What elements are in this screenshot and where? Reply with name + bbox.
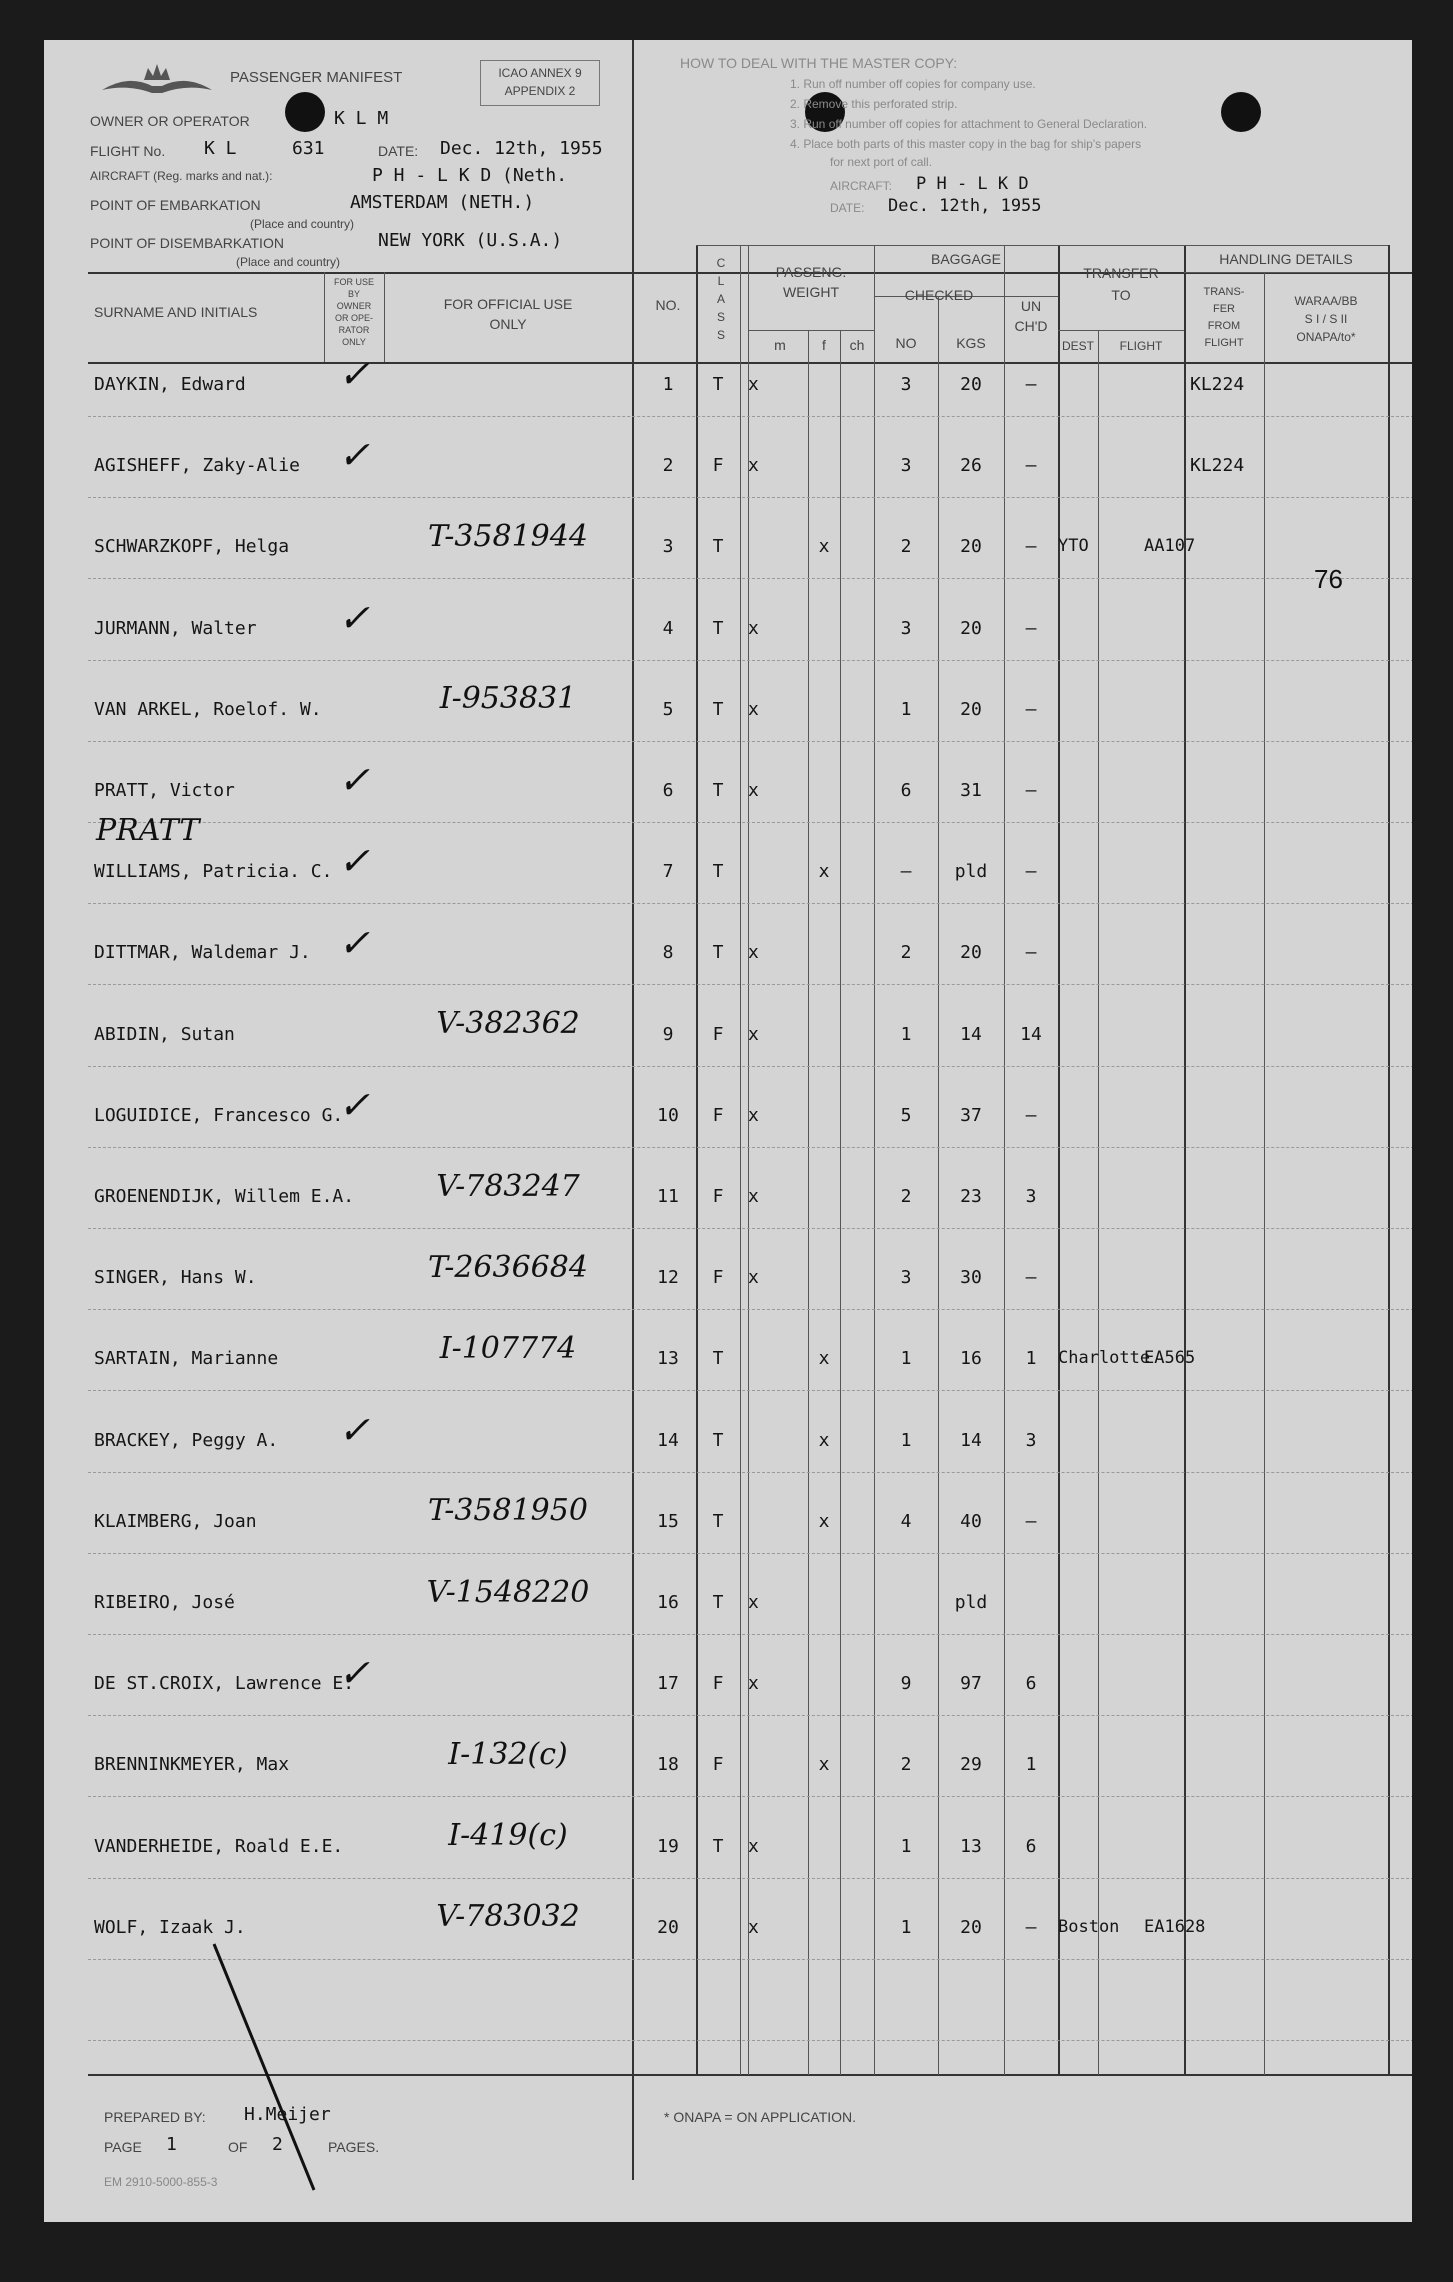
- checked-bags-cell: 1: [900, 698, 912, 720]
- passenger-name: DE ST.CROIX, Lawrence E.: [94, 1673, 355, 1695]
- checked-kgs-cell: 20: [960, 374, 982, 395]
- row-rule: [88, 1309, 1412, 1310]
- master-date-value: Dec. 12th, 1955: [888, 196, 1042, 216]
- transfer-flight-cell: EA1628: [1144, 1916, 1206, 1937]
- column-divider: [1388, 245, 1390, 2075]
- of-label: OF: [228, 2139, 248, 2155]
- checked-bags-cell: 1: [900, 1835, 912, 1857]
- row-rule: [88, 1472, 1412, 1473]
- checked-bags-cell: 5: [900, 1104, 912, 1126]
- row-number: 14: [657, 1429, 679, 1451]
- weight-male-header: m: [774, 337, 786, 353]
- class-cell: T: [712, 617, 724, 639]
- row-rule: [88, 660, 1412, 661]
- page-value: 1: [166, 2134, 177, 2155]
- class-cell: F: [712, 1267, 724, 1289]
- unchecked-cell: –: [1025, 536, 1037, 558]
- pen-stroke: [204, 1940, 324, 2200]
- master-copy-instruction: for next port of call.: [830, 155, 933, 169]
- checked-kgs-cell: 16: [960, 1348, 982, 1370]
- row-number: 15: [657, 1510, 679, 1532]
- tick-mark: ✓: [338, 1651, 370, 1696]
- weight-female-cell: x: [818, 1510, 830, 1532]
- weight-male-cell: x: [748, 1267, 759, 1289]
- unchecked-cell: –: [1025, 617, 1037, 639]
- checked-kgs-cell: 37: [960, 1104, 982, 1126]
- place-country-note: (Place and country): [236, 255, 341, 269]
- checked-bags-cell: 3: [900, 1267, 912, 1289]
- transfer-from-header: TRANS- FER FROM FLIGHT: [1203, 286, 1245, 349]
- weight-male-cell: x: [748, 942, 759, 964]
- unchecked-cell: –: [1025, 861, 1037, 883]
- tick-mark: ✓: [338, 1407, 370, 1452]
- row-number: 20: [657, 1916, 679, 1938]
- row-number: 2: [662, 455, 674, 477]
- checked-bags-cell: 2: [900, 536, 912, 558]
- class-cell: F: [712, 1673, 724, 1695]
- passenger-name: DAYKIN, Edward: [94, 374, 246, 395]
- table-header-rule: [88, 362, 1412, 364]
- checked-bags-cell: 3: [900, 374, 912, 395]
- weight-male-cell: x: [748, 698, 759, 720]
- row-rule: [88, 822, 1412, 823]
- checked-bags-cell: –: [900, 861, 912, 883]
- checked-bags-cell: 1: [900, 1429, 912, 1451]
- column-divider: [1264, 272, 1265, 2075]
- weight-female-header: f: [822, 337, 826, 353]
- row-number: 12: [657, 1267, 679, 1289]
- flight-number-value: 631: [292, 138, 325, 159]
- checked-kgs-cell: 30: [960, 1267, 982, 1289]
- passenger-name: JURMANN, Walter: [94, 617, 257, 639]
- passenger-name: WILLIAMS, Patricia. C.: [94, 861, 333, 883]
- unchecked-header: UN CH'D: [1014, 298, 1048, 334]
- official-use-entry: V-382362: [436, 1006, 580, 1042]
- official-use-entry: V-783032: [436, 1899, 580, 1935]
- class-cell: T: [712, 1510, 724, 1532]
- embarkation-value: AMSTERDAM (NETH.): [350, 192, 535, 213]
- unchecked-cell: –: [1025, 698, 1037, 720]
- baggage-header: BAGGAGE: [930, 251, 1002, 267]
- weight-male-cell: x: [748, 1023, 759, 1045]
- row-rule: [88, 1066, 1412, 1067]
- checked-bags-cell: 2: [900, 942, 912, 964]
- class-cell: F: [712, 1104, 724, 1126]
- column-divider: [1004, 245, 1005, 2075]
- class-cell: F: [712, 455, 724, 477]
- tick-mark: ✓: [338, 920, 370, 965]
- waraa-header: WARAA/BB S I / S II ONAPA/to*: [1294, 294, 1358, 344]
- unchecked-cell: 3: [1025, 1186, 1037, 1207]
- passenger-name: PRATT, Victor: [94, 780, 235, 801]
- column-divider: [874, 245, 875, 2075]
- checked-bags-cell: 2: [900, 1754, 912, 1776]
- row-number: 9: [662, 1023, 674, 1045]
- date-label: DATE:: [378, 143, 419, 159]
- unchecked-cell: 6: [1025, 1835, 1037, 1857]
- row-number: 17: [657, 1673, 679, 1695]
- manifest-sheet: [44, 40, 1412, 2222]
- weight-female-cell: x: [818, 1754, 830, 1776]
- official-use-entry: V-783247: [436, 1168, 580, 1204]
- handling-details-header: HANDLING DETAILS: [1219, 251, 1353, 267]
- owner-label: OWNER OR OPERATOR: [90, 113, 250, 129]
- class-cell: T: [712, 1429, 724, 1451]
- row-rule: [88, 903, 1412, 904]
- transfer-dest-header: DEST: [1061, 339, 1094, 353]
- column-divider: [840, 330, 841, 2075]
- tick-mark: ✓: [338, 352, 370, 397]
- class-cell: T: [712, 1348, 724, 1370]
- form-code: EM 2910-5000-855-3: [104, 2175, 218, 2189]
- unchecked-cell: –: [1025, 942, 1037, 964]
- master-copy-instruction: 3. Run off number off copies for attachment to General Declaration.: [790, 117, 1148, 131]
- checked-kgs-cell: pld: [954, 861, 988, 883]
- passenger-name: VAN ARKEL, Roelof. W.: [94, 698, 322, 720]
- icao-reference-box: ICAO ANNEX 9 APPENDIX 2: [480, 60, 600, 106]
- checked-kgs-cell: 23: [960, 1186, 982, 1207]
- weight-male-cell: x: [748, 780, 759, 801]
- checked-kgs-cell: 40: [960, 1510, 982, 1532]
- official-use-header: FOR OFFICIAL USE ONLY: [443, 296, 573, 332]
- row-number: 8: [662, 942, 674, 964]
- master-date-label: DATE:: [830, 201, 865, 215]
- checked-kgs-cell: 20: [960, 617, 982, 639]
- handwritten-correction: PRATT: [96, 813, 200, 848]
- row-rule: [88, 1634, 1412, 1635]
- column-divider: [696, 245, 698, 2075]
- class-cell: T: [712, 698, 724, 720]
- of-value: 2: [272, 2134, 283, 2155]
- disembarkation-label: POINT OF DISEMBARKATION: [90, 235, 284, 251]
- aircraft-value: P H - L K D (Neth.: [372, 165, 568, 186]
- master-copy-instruction: 1. Run off number off copies for company use.: [790, 77, 1036, 91]
- class-cell: T: [712, 1835, 724, 1857]
- row-rule: [88, 984, 1412, 985]
- checked-header: CHECKED: [904, 287, 974, 303]
- checked-no-header: NO: [895, 335, 917, 351]
- row-rule: [88, 741, 1412, 742]
- weight-male-cell: x: [748, 455, 759, 477]
- checked-kgs-cell: 26: [960, 455, 982, 477]
- row-number: 10: [657, 1104, 679, 1126]
- unchecked-cell: –: [1025, 1104, 1037, 1126]
- place-country-note: (Place and country): [250, 217, 355, 231]
- aircraft-label: AIRCRAFT (Reg. marks and nat.):: [90, 169, 273, 183]
- unchecked-cell: –: [1025, 374, 1037, 395]
- owner-value: K L M: [334, 108, 389, 129]
- tick-mark: ✓: [338, 839, 370, 884]
- checked-bags-cell: 3: [900, 455, 912, 477]
- prepared-by-value: H.Meijer: [244, 2104, 331, 2125]
- row-number: 16: [657, 1592, 679, 1613]
- form-title: PASSENGER MANIFEST: [230, 69, 403, 86]
- row-number: 11: [657, 1186, 679, 1207]
- class-cell: F: [712, 1754, 724, 1776]
- no-header: NO.: [655, 297, 681, 313]
- unchecked-cell: –: [1025, 455, 1037, 477]
- weight-male-cell: x: [748, 1592, 759, 1613]
- page-number: 76: [1314, 564, 1343, 594]
- checked-bags-cell: 1: [900, 1023, 912, 1045]
- punch-hole: [1221, 92, 1261, 132]
- header-rule: [696, 245, 1388, 246]
- master-aircraft-label: AIRCRAFT:: [830, 179, 893, 193]
- checked-kgs-cell: 13: [960, 1835, 982, 1857]
- perforation-line: [632, 40, 634, 2180]
- column-divider: [938, 296, 939, 2075]
- transfer-flight-cell: EA565: [1144, 1348, 1196, 1369]
- date-value: Dec. 12th, 1955: [440, 138, 603, 159]
- checked-bags-cell: 2: [900, 1186, 912, 1207]
- passenger-name: BRENNINKMEYER, Max: [94, 1754, 290, 1776]
- checked-kgs-cell: pld: [954, 1592, 988, 1613]
- official-use-entry: T-3581944: [428, 518, 588, 554]
- row-number: 19: [657, 1835, 679, 1857]
- row-rule: [88, 1553, 1412, 1554]
- class-cell: F: [712, 1186, 724, 1207]
- embarkation-label: POINT OF EMBARKATION: [90, 197, 261, 213]
- official-use-entry: T-3581950: [428, 1493, 588, 1529]
- passenger-name: VANDERHEIDE, Roald E.E.: [94, 1835, 344, 1857]
- column-divider: [808, 330, 809, 2075]
- passenger-name: RIBEIRO, José: [94, 1592, 235, 1613]
- unchecked-cell: 3: [1025, 1429, 1037, 1451]
- tick-mark: ✓: [338, 1082, 370, 1127]
- transfer-dest-cell: Boston: [1058, 1916, 1120, 1937]
- unchecked-cell: –: [1025, 780, 1037, 801]
- passenger-name: SARTAIN, Marianne: [94, 1348, 279, 1370]
- row-number: 5: [662, 698, 674, 720]
- checked-kgs-cell: 20: [960, 698, 982, 720]
- weight-male-cell: x: [748, 617, 759, 639]
- checked-bags-cell: 1: [900, 1348, 912, 1370]
- weight-male-cell: x: [748, 1916, 759, 1938]
- official-use-entry: T-2636684: [428, 1249, 588, 1285]
- unchecked-cell: –: [1025, 1510, 1037, 1532]
- weight-male-cell: x: [748, 1835, 759, 1857]
- passenger-name: BRACKEY, Peggy A.: [94, 1429, 279, 1451]
- weight-male-cell: x: [748, 1186, 759, 1207]
- checked-bags-cell: 9: [900, 1673, 912, 1695]
- master-copy-instruction: 2. Remove this perforated strip.: [790, 97, 958, 111]
- checked-bags-cell: 6: [900, 780, 912, 801]
- unchecked-cell: –: [1025, 1267, 1037, 1289]
- pages-label: PAGES.: [328, 2139, 380, 2155]
- transfer-from-cell: KL224: [1190, 455, 1245, 477]
- official-use-entry: I-953831: [439, 681, 577, 717]
- header-rule: [1058, 330, 1184, 331]
- onapa-note: * ONAPA = ON APPLICATION.: [664, 2109, 857, 2125]
- checked-kgs-cell: 20: [960, 1916, 982, 1938]
- passenger-name: ABIDIN, Sutan: [94, 1023, 235, 1045]
- punch-hole: [285, 92, 325, 132]
- row-number: 3: [662, 536, 674, 558]
- passenger-name: GROENENDIJK, Willem E.A.: [94, 1186, 355, 1207]
- row-rule: [88, 497, 1412, 498]
- row-rule: [88, 416, 1412, 417]
- checked-kgs-cell: 14: [960, 1023, 982, 1045]
- disembarkation-value: NEW YORK (U.S.A.): [378, 230, 563, 251]
- header-rule: [1184, 272, 1388, 273]
- checked-kgs-cell: 97: [960, 1673, 982, 1695]
- unchecked-cell: 1: [1025, 1348, 1037, 1370]
- weight-female-cell: x: [818, 861, 830, 883]
- passenger-name: LOGUIDICE, Francesco G.: [94, 1104, 344, 1126]
- flight-no-label: FLIGHT No.: [90, 143, 166, 159]
- checked-kgs-cell: 20: [960, 942, 982, 964]
- transfer-dest-cell: Charlotte: [1058, 1348, 1151, 1369]
- class-cell: F: [712, 1023, 724, 1045]
- row-rule: [88, 1878, 1412, 1879]
- header-rule: [748, 330, 874, 331]
- column-divider: [1058, 245, 1060, 2075]
- unchecked-cell: 1: [1025, 1754, 1037, 1776]
- weight-male-cell: x: [748, 1104, 759, 1126]
- column-divider: [1098, 330, 1099, 2075]
- class-header: C L A S S: [716, 256, 726, 342]
- column-divider: [748, 245, 749, 2075]
- checked-kgs-cell: 29: [960, 1754, 982, 1776]
- official-use-entry: I-132(c): [448, 1736, 568, 1772]
- master-copy-instruction: 4. Place both parts of this master copy in the bag for ship's papers: [790, 137, 1142, 151]
- checked-kgs-header: KGS: [956, 335, 986, 351]
- row-rule: [88, 1796, 1412, 1797]
- weight-child-header: ch: [849, 337, 865, 353]
- checked-kgs-cell: 14: [960, 1429, 982, 1451]
- row-number: 13: [657, 1348, 679, 1370]
- unchecked-cell: –: [1025, 1916, 1037, 1938]
- row-number: 18: [657, 1754, 679, 1776]
- tick-mark: ✓: [338, 758, 370, 803]
- tick-mark: ✓: [338, 433, 370, 478]
- official-use-entry: I-107774: [439, 1330, 577, 1366]
- row-number: 6: [662, 780, 674, 801]
- class-cell: T: [712, 536, 724, 558]
- passenger-name: KLAIMBERG, Joan: [94, 1510, 257, 1532]
- prepared-by-label: PREPARED BY:: [104, 2109, 206, 2125]
- class-cell: T: [712, 861, 724, 883]
- row-number: 4: [662, 617, 674, 639]
- class-cell: T: [712, 374, 724, 395]
- checked-kgs-cell: 20: [960, 536, 982, 558]
- transfer-to-header: TRANSFER TO: [1083, 265, 1159, 303]
- row-rule: [88, 1715, 1412, 1716]
- flight-prefix-value: K L: [204, 138, 237, 159]
- page-label: PAGE: [104, 2139, 142, 2155]
- passenger-name: AGISHEFF, Zaky-Alie: [94, 455, 300, 477]
- class-cell: T: [712, 780, 724, 801]
- passenger-weight-header: PASSENG. WEIGHT: [775, 264, 847, 300]
- column-divider: [740, 245, 741, 2075]
- unchecked-cell: 14: [1020, 1023, 1042, 1045]
- surname-header: SURNAME AND INITIALS: [94, 304, 258, 320]
- official-use-entry: V-1548220: [426, 1574, 590, 1610]
- transfer-flight-cell: AA107: [1144, 536, 1196, 557]
- official-use-entry: I-419(c): [448, 1818, 568, 1854]
- weight-female-cell: x: [818, 536, 830, 558]
- weight-female-cell: x: [818, 1429, 830, 1451]
- row-rule: [88, 578, 1412, 579]
- row-number: 1: [662, 374, 674, 395]
- for-use-by-operator-header: FOR USE BY OWNER OR OPE- RATOR ONLY: [333, 277, 374, 347]
- passenger-name: SINGER, Hans W.: [94, 1267, 257, 1289]
- class-cell: T: [712, 1592, 724, 1613]
- passenger-name: SCHWARZKOPF, Helga: [94, 536, 290, 558]
- row-rule: [88, 1147, 1412, 1148]
- row-rule: [88, 1228, 1412, 1229]
- transfer-flight-header: FLIGHT: [1119, 339, 1163, 353]
- checked-bags-cell: 1: [900, 1916, 912, 1938]
- checked-kgs-cell: 31: [960, 780, 982, 801]
- master-aircraft-value: P H - L K D: [916, 174, 1029, 194]
- row-rule: [88, 1390, 1412, 1391]
- transfer-from-cell: KL224: [1190, 374, 1245, 395]
- weight-male-cell: x: [748, 1673, 759, 1695]
- row-number: 7: [662, 861, 674, 883]
- checked-bags-cell: 3: [900, 617, 912, 639]
- unchecked-cell: 6: [1025, 1673, 1037, 1695]
- checked-bags-cell: 4: [900, 1510, 912, 1532]
- passenger-name: DITTMAR, Waldemar J.: [94, 942, 311, 964]
- weight-male-cell: x: [748, 374, 759, 395]
- master-copy-title: HOW TO DEAL WITH THE MASTER COPY:: [680, 55, 958, 71]
- passenger-name: WOLF, Izaak J.: [94, 1916, 246, 1938]
- transfer-dest-cell: YTO: [1058, 536, 1089, 557]
- class-cell: T: [712, 942, 724, 964]
- klm-logo-icon: [98, 60, 216, 106]
- column-divider: [1184, 245, 1186, 2075]
- tick-mark: ✓: [338, 595, 370, 640]
- weight-female-cell: x: [818, 1348, 830, 1370]
